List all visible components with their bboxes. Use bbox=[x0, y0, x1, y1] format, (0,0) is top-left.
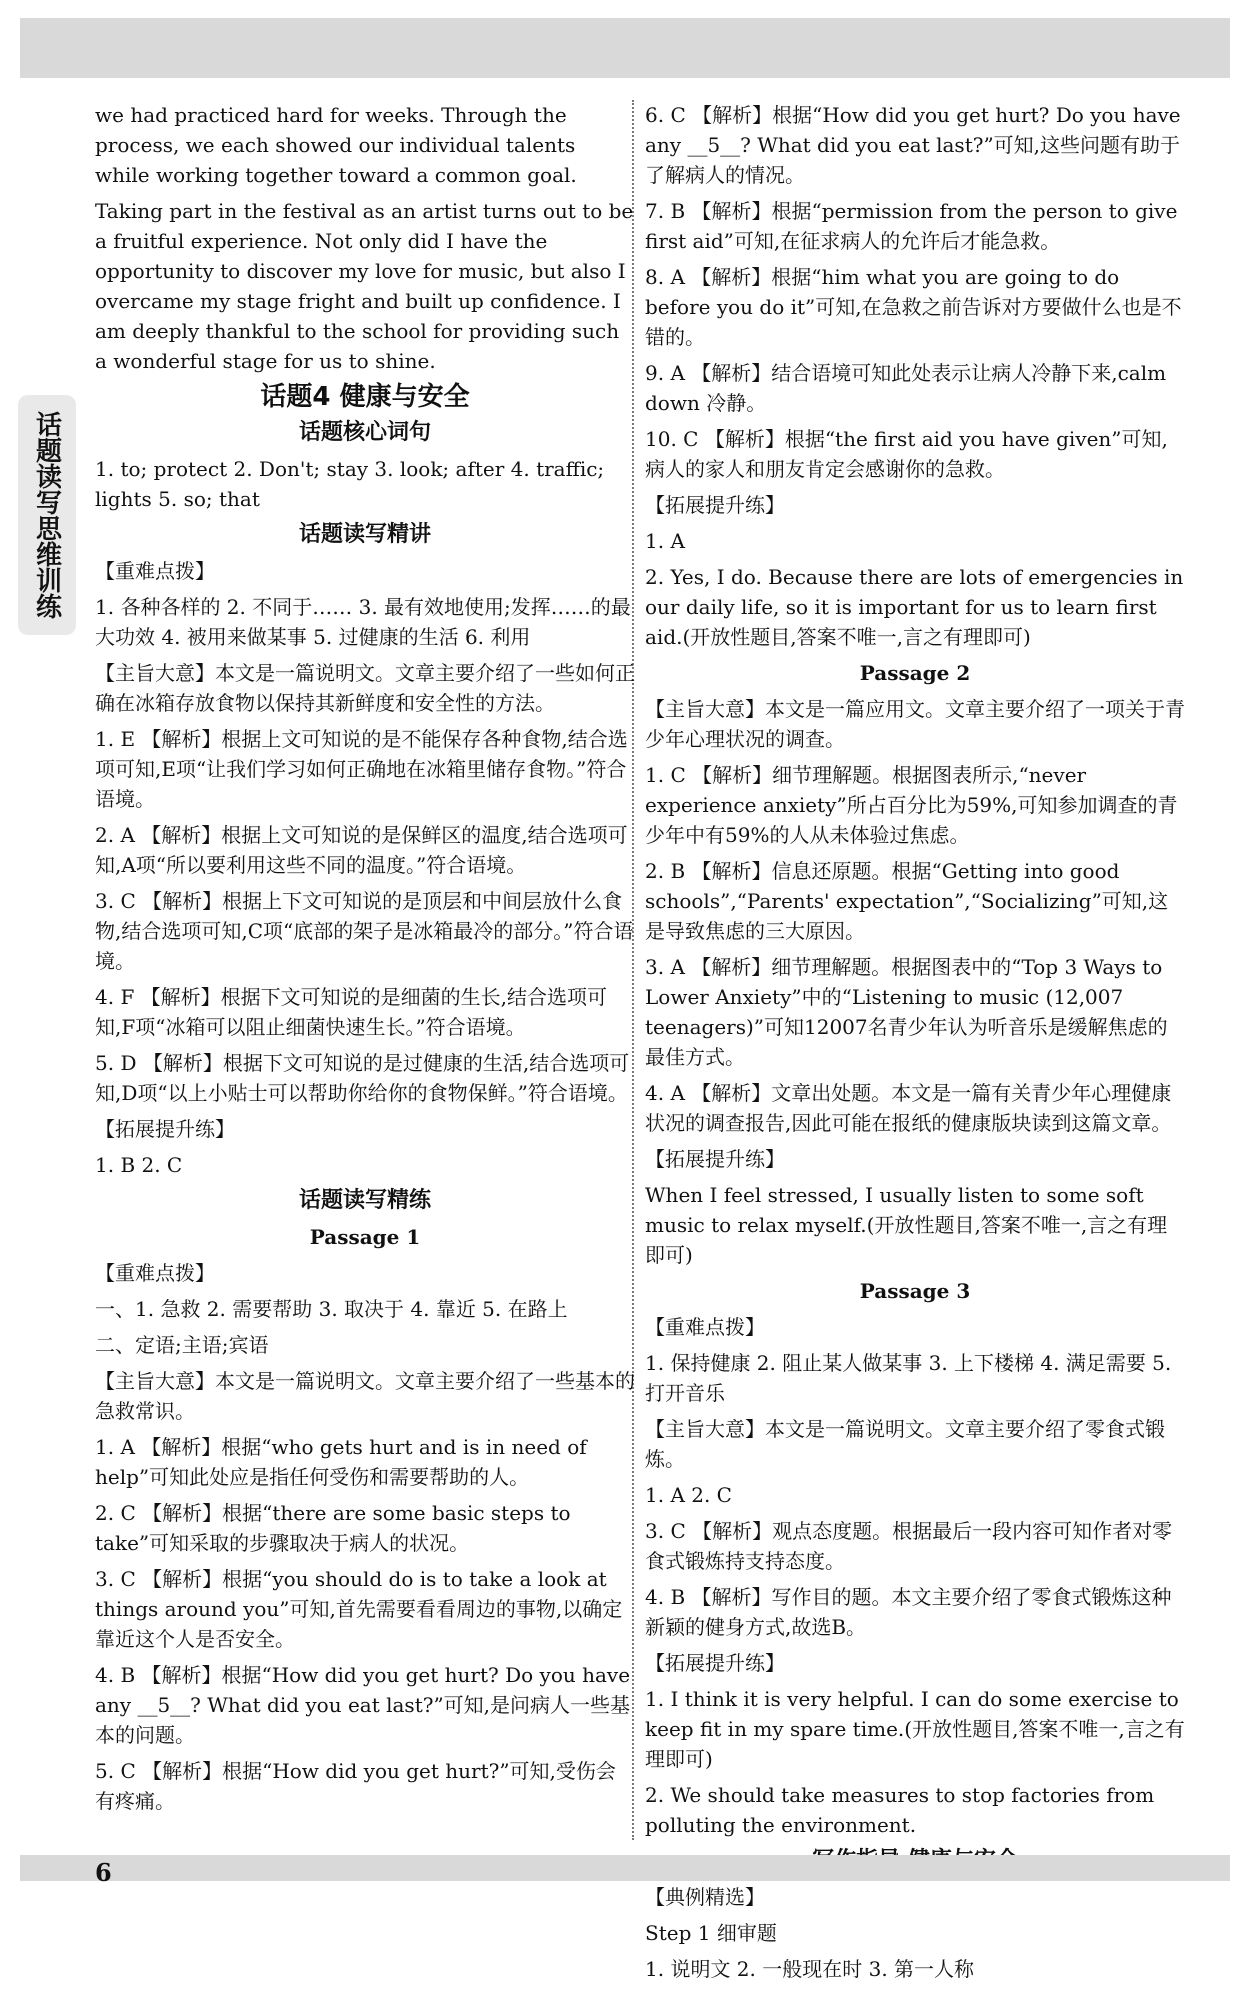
left-line: Passage 1 bbox=[309, 1225, 421, 1249]
right-line: 7. B 【解析】根据“permission from the person to give first aid”可知,在征求病人的允许后才能急救。 bbox=[645, 199, 1178, 253]
left-line: 1. to; protect 2. Don't; stay 3. look; after 4. traffic; lights 5. so; that bbox=[95, 457, 605, 511]
left-line: we had practiced hard for weeks. Through the process, we each showed our individual talents while working together toward a common goal. bbox=[95, 103, 577, 187]
right-line: Passage 3 bbox=[859, 1279, 971, 1303]
left-line: 【重难点拨】 bbox=[95, 1261, 215, 1285]
left-line: 3. C 【解析】根据“you should do is to take a look at things around you”可知,首先需要看看周边的事物,以确定靠近这个人是否安全。 bbox=[95, 1567, 623, 1651]
left-line: 【主旨大意】本文是一篇说明文。文章主要介绍了一些基本的急救常识。 bbox=[95, 1369, 635, 1423]
left-line: 3. C 【解析】根据上下文可知说的是顶层和中间层放什么食物,结合选项可知,C项“底部的架子是冰箱最冷的部分。”符合语境。 bbox=[95, 889, 634, 973]
left-line: 话题核心词句 bbox=[298, 420, 431, 445]
right-line: 【典例精选】 bbox=[645, 1885, 765, 1909]
right-line: 1. C 【解析】细节理解题。根据图表所示,“never experience anxiety”所占百分比为59%,可知参加调查的青少年中有59%的人从未体验过焦虑。 bbox=[645, 763, 1178, 847]
right-line: 2. We should take measures to stop factories from polluting the environment. bbox=[645, 1783, 1155, 1837]
header-band bbox=[20, 18, 1230, 78]
right-line: 4. B 【解析】写作目的题。本文主要介绍了零食式锻炼这种新颖的健身方式,故选B。 bbox=[645, 1585, 1172, 1639]
right-column bbox=[645, 100, 1185, 1990]
right-line: 【拓展提升练】 bbox=[645, 493, 785, 517]
left-line: 一、1. 急救 2. 需要帮助 3. 取决于 4. 靠近 5. 在路上 bbox=[95, 1297, 568, 1321]
left-line: 1. B 2. C bbox=[95, 1153, 183, 1177]
footer-band bbox=[20, 1855, 1230, 1881]
left-line: 二、定语;主语;宾语 bbox=[95, 1333, 269, 1357]
left-line: 4. B 【解析】根据“How did you get hurt? Do you have any __5__? What did you eat last?”可知,是问病人一些基本的问题。 bbox=[95, 1663, 631, 1747]
right-line: 4. A 【解析】文章出处题。本文是一篇有关青少年心理健康状况的调查报告,因此可能在报纸的健康版块读到这篇文章。 bbox=[645, 1081, 1172, 1135]
right-line: 8. A 【解析】根据“him what you are going to do before you do it”可知,在急救之前告诉对方要做什么也是不错的。 bbox=[645, 265, 1182, 349]
right-line: 【重难点拨】 bbox=[645, 1315, 765, 1339]
right-line: 2. Yes, I do. Because there are lots of emergencies in our daily life, so it is important for us to learn first aid.(开放性题目,答案不唯一,言之有理即可) bbox=[645, 565, 1184, 649]
right-line: 【拓展提升练】 bbox=[645, 1147, 785, 1171]
right-line: 【主旨大意】本文是一篇说明文。文章主要介绍了零食式锻炼。 bbox=[645, 1417, 1165, 1471]
left-line: 【主旨大意】本文是一篇说明文。文章主要介绍了一些如何正确在冰箱存放食物以保持其新鲜度和安全性的方法。 bbox=[95, 661, 635, 715]
left-line: Taking part in the festival as an artist turns out to be a fruitful experience. Not only did I have the opportunity to discover my love for music, but also I overcame my stage fright and built up confidence. I am deeply thankful to the school for providing such a wonderful stage for us to shine. bbox=[95, 199, 634, 373]
right-line: 6. C 【解析】根据“How did you get hurt? Do you have any __5__? What did you eat last?”可知,这些问题有助于了解病人的情况。 bbox=[645, 103, 1181, 187]
left-line: 2. A 【解析】根据上文可知说的是保鲜区的温度,结合选项可知,A项“所以要利用这些不同的温度。”符合语境。 bbox=[95, 823, 628, 877]
left-column bbox=[95, 100, 635, 1822]
right-line: 1. A 2. C bbox=[645, 1483, 732, 1507]
right-line: 3. C 【解析】观点态度题。根据最后一段内容可知作者对零食式锻炼持支持态度。 bbox=[645, 1519, 1173, 1573]
right-line: 2. B 【解析】信息还原题。根据“Getting into good schools”,“Parents' expectation”,“Socializing”可知,这是导致焦虑的三大原因。 bbox=[645, 859, 1169, 943]
left-line: 话题读写精讲 bbox=[298, 522, 431, 547]
right-line: 【拓展提升练】 bbox=[645, 1651, 785, 1675]
left-line: 1. E 【解析】根据上文可知说的是不能保存各种食物,结合选项可知,E项“让我们学习如何正确地在冰箱里储存食物。”符合语境。 bbox=[95, 727, 628, 811]
side-tab: 话题读写思维训练 bbox=[18, 395, 76, 635]
page-number: 6 bbox=[95, 1858, 112, 1887]
left-line: 4. F 【解析】根据下文可知说的是细菌的生长,结合选项可知,F项“冰箱可以阻止细菌快速生长。”符合语境。 bbox=[95, 985, 608, 1039]
right-line: 1. 说明文 2. 一般现在时 3. 第一人称 bbox=[645, 1957, 975, 1981]
right-line: 10. C 【解析】根据“the first aid you have given”可知,病人的家人和朋友肯定会感谢你的急救。 bbox=[645, 427, 1168, 481]
left-line: 1. 各种各样的 2. 不同于…… 3. 最有效地使用;发挥……的最大功效 4. 被用来做某事 5. 过健康的生活 6. 利用 bbox=[95, 595, 631, 649]
right-line: 3. A 【解析】细节理解题。根据图表中的“Top 3 Ways to Lower Anxiety”中的“Listening to music (12,007 teenagers)”可知12007名青少年认为听音乐是缓解焦虑的最佳方式。 bbox=[645, 955, 1168, 1069]
left-line: 话题4 健康与安全 bbox=[260, 382, 470, 412]
right-line: Passage 2 bbox=[859, 661, 971, 685]
right-line: 1. 保持健康 2. 阻止某人做某事 3. 上下楼梯 4. 满足需要 5. 打开音乐 bbox=[645, 1351, 1172, 1405]
right-line: 【主旨大意】本文是一篇应用文。文章主要介绍了一项关于青少年心理状况的调查。 bbox=[645, 697, 1185, 751]
right-line: 9. A 【解析】结合语境可知此处表示让病人冷静下来,calm down 冷静。 bbox=[645, 361, 1167, 415]
left-line: 5. C 【解析】根据“How did you get hurt?”可知,受伤会有疼痛。 bbox=[95, 1759, 616, 1813]
left-line: 2. C 【解析】根据“there are some basic steps to take”可知采取的步骤取决于病人的状况。 bbox=[95, 1501, 571, 1555]
right-line: 1. A bbox=[645, 529, 685, 553]
right-line: Step 1 细审题 bbox=[645, 1921, 777, 1945]
left-line: 【重难点拨】 bbox=[95, 559, 215, 583]
right-line: When I feel stressed, I usually listen to some soft music to relax myself.(开放性题目,答案不唯一,言之有理即可) bbox=[645, 1183, 1168, 1267]
left-line: 5. D 【解析】根据下文可知说的是过健康的生活,结合选项可知,D项“以上小贴士可以帮助你给你的食物保鲜。”符合语境。 bbox=[95, 1051, 630, 1105]
left-line: 1. A 【解析】根据“who gets hurt and is in need of help”可知此处应是指任何受伤和需要帮助的人。 bbox=[95, 1435, 587, 1489]
left-line: 话题读写精练 bbox=[298, 1188, 431, 1213]
left-line: 【拓展提升练】 bbox=[95, 1117, 235, 1141]
right-line: 1. I think it is very helpful. I can do some exercise to keep fit in my spare time.(开放性题目,答案不唯一,言之有理即可) bbox=[645, 1687, 1185, 1771]
